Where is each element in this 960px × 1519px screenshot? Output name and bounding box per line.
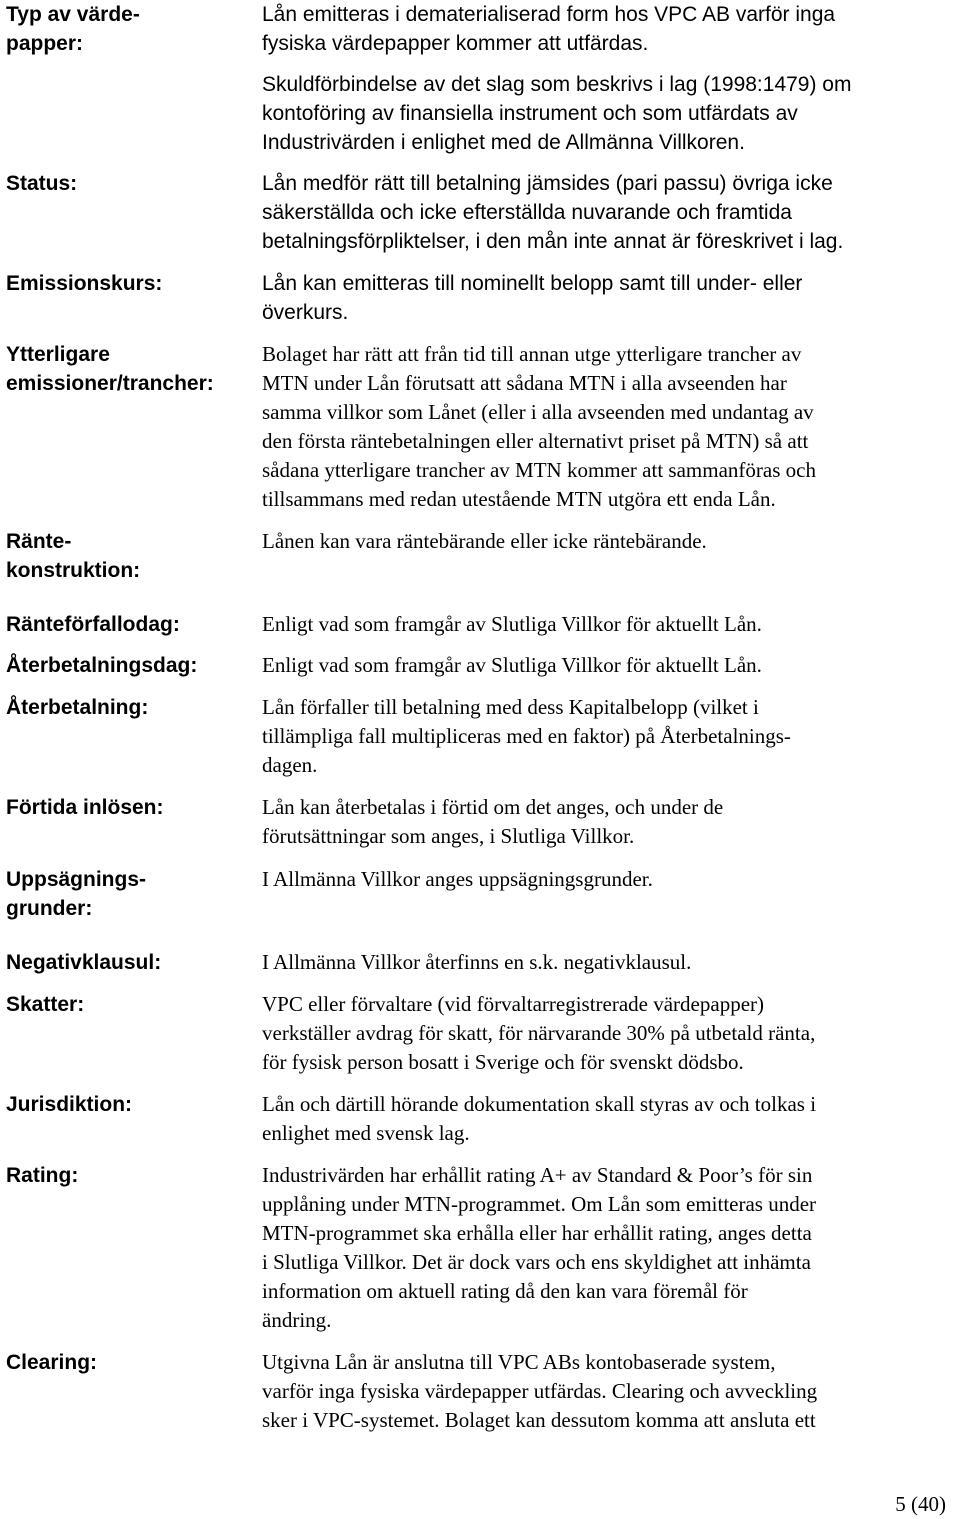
label-uppsagningsgrunder: Uppsägnings- grunder: xyxy=(6,868,146,920)
label-ytterligare-emissioner: Ytterligare emissioner/trancher: xyxy=(6,343,214,395)
label-negativklausul: Negativklausul: xyxy=(6,951,162,974)
text-clearing: Utgivna Lån är anslutna till VPC ABs kontobaserade system, varför inga fysiska värdepapper utfärdas. Clearing och avveckling sker i VPC-systemet. Bolaget kan dessutom komma att ansluta ett xyxy=(262,1350,818,1432)
text-aterbetalningsdag: Enligt vad som framgår av Slutliga Villkor för aktuellt Lån. xyxy=(262,653,762,677)
text-negativklausul: I Allmänna Villkor återfinns en s.k. negativklausul. xyxy=(262,950,692,974)
text-emissionskurs: Lån kan emitteras till nominellt belopp samt till under- eller överkurs. xyxy=(262,272,803,324)
label-rating: Rating: xyxy=(6,1164,79,1187)
label-aterbetalning: Återbetalning: xyxy=(6,696,149,719)
label-rantekonstruktion: Ränte- konstruktion: xyxy=(6,530,141,582)
text-ranteforfallodag: Enligt vad som framgår av Slutliga Villkor för aktuellt Lån. xyxy=(262,612,762,636)
text-aterbetalning: Lån förfaller till betalning med dess Kapitalbelopp (vilket i tillämpliga fall multipliceras med en faktor) på Återbetalnings- dagen. xyxy=(262,695,791,777)
text-uppsagningsgrunder: I Allmänna Villkor anges uppsägningsgrunder. xyxy=(262,867,653,891)
label-clearing: Clearing: xyxy=(6,1351,98,1374)
label-jurisdiktion: Jurisdiktion: xyxy=(6,1093,133,1116)
label-status: Status: xyxy=(6,172,78,195)
text-fortida-inlosen: Lån kan återbetalas i förtid om det anges, och under de förutsättningar som anges, i Slutliga Villkor. xyxy=(262,795,724,848)
label-emissionskurs: Emissionskurs: xyxy=(6,272,163,295)
text-ytterligare-emissioner: Bolaget har rätt att från tid till annan utge ytterligare trancher av MTN under Lån förutsatt att sådana MTN i alla avseenden har samma villkor som Lånet (eller i alla avseenden med undantag av den första räntebetalningen eller alternativt priset på MTN) så att sådana ytterligare trancher av MTN kommer att sammanföras och tillsammans med redan utestående MTN utgöra ett enda Lån. xyxy=(262,342,816,511)
text-status: Lån medför rätt till betalning jämsides (pari passu) övriga icke säkerställda och icke efterställda nuvarande och framtida betalningsförpliktelser, i den mån inte annat är föreskrivet i lag. xyxy=(262,172,844,253)
text-rantekonstruktion: Lånen kan vara räntebärande eller icke räntebärande. xyxy=(262,529,707,553)
label-fortida-inlosen: Förtida inlösen: xyxy=(6,796,164,819)
text-typ-av-vardepapper: Lån emitteras i dematerialiserad form hos VPC AB varför inga fysiska värdepapper kommer att utfärdas. Skuldförbindelse av det slag som beskrivs i lag (1998:1479) om kontoföring av finansiella instrument och som utfärdats av Industrivärden i enlighet med de Allmänna Villkoren. xyxy=(262,3,852,154)
text-skatter: VPC eller förvaltare (vid förvaltarregistrerade värdepapper) verkställer avdrag för skatt, för närvarande 30% på utbetald ränta, för fysisk person bosatt i Sverige och för svenskt dödsbo. xyxy=(262,992,816,1074)
page-number: 5 (40) xyxy=(895,1492,946,1516)
text-jurisdiktion: Lån och därtill hörande dokumentation skall styras av och tolkas i enlighet med svensk lag. xyxy=(262,1092,817,1145)
label-skatter: Skatter: xyxy=(6,993,85,1016)
label-aterbetalningsdag: Återbetalningsdag: xyxy=(6,654,198,677)
text-rating: Industrivärden har erhållit rating A+ av Standard & Poor’s för sin upplåning under MTN-programmet. Om Lån som emitteras under MTN-programmet ska erhålla eller har erhållit rating, anges detta i Slutliga Villkor. Det är dock vars och ens skyldighet att inhämta information om aktuell rating då den kan vara föremål för ändring. xyxy=(262,1163,817,1332)
label-typ-av-vardepapper: Typ av värde- papper: xyxy=(6,3,140,55)
label-ranteforfallodag: Ränteförfallodag: xyxy=(6,613,180,636)
